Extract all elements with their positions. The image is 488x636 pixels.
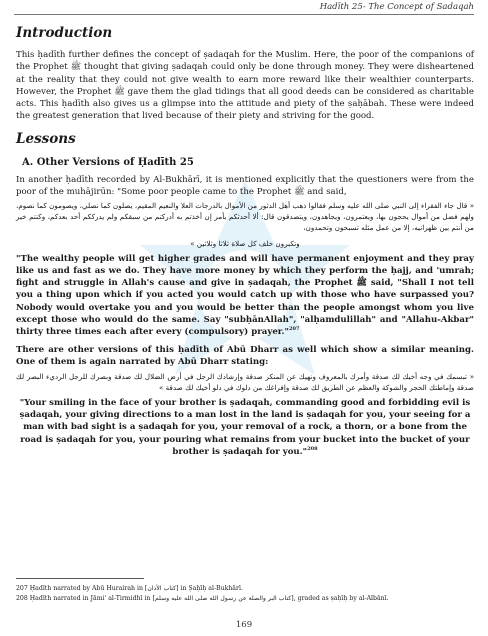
footnote-207: 207 Ḥadīth narrated by Abū Hurairah in [كتاب الأذان] in Ṣaḥīḥ al-Bukhārī. [16, 585, 243, 592]
footnote-ref-207[interactable]: 207 [289, 326, 300, 333]
quote-1 [16, 253, 474, 338]
arabic-hadith-1: « قال جاء الفقراء إلى النبي صلى الله عليه وسلم فقالوا ذهب أهل الدثور من الأموال بالدرجات العلا والنعيم المقيم، يصلون كما نصلي، ويصومون كما نصوم، ولهم فضل من أموال يحجون بها، ويعتمرون، ويجاهدون، ويتصدقون قال: ألا أحدثكم بأمر إن أخذتم به أدركتم من سبقكم ولم يدرككم أحد بعدكم، وكنتم خير من أنتم بين ظهرانيه، إلا من عمل مثله تسبحون وتحمدون، [16, 201, 474, 233]
arabic-hadith-2: « تبسمك في وجه أخيك لك صدقة وأمرك بالمعروف ونهيك عن المنكر صدقة وإرشادك الرجل في أرض الضلال لك صدقة وبصرك للرجل الرديء البصر لك صدقة وإماطتك الحجر والشوكة والعظم عن الطريق لك صدقة وإفراغك من دلوك في دلو أخيك لك صدقة » [16, 371, 474, 392]
footnote-208: 208 Ḥadīth narrated in Jāmi' al-Tirmidhī in [كتاب البر والصلة عن رسول الله صلى الله عليه وسلم], graded as ṣaḥīḥ by al-Albānī. [16, 594, 389, 602]
intro-heading: Introduction [16, 25, 113, 41]
lessons-heading: Lessons [16, 131, 76, 148]
page-body [16, 24, 474, 463]
footnotes [16, 584, 474, 603]
quote-2-text: "Your smiling in the face of your brother is ṣadaqah, commanding good and forbidding evil is ṣadaqah, your giving directions to a man lost in the land is ṣadaqah for you, your seeing for a man with bad sight is a ṣadaqah for you, your removal of a rock, a thorn, or a bone from the road is ṣadaqah for you, your pouring what remains from your bucket into the bucket of your brother is ṣadaqah for you." [19, 397, 471, 457]
header-rule [14, 14, 474, 15]
quote-2 [16, 397, 474, 458]
intro-paragraph: This ḥadīth further defines the concept of ṣadaqah for the Muslim. Here, the poor of the companions of the Prophet ﷺ thought that giving ṣadaqah could only be done through money. They were disheartened at the reality that they could not give wealth to earn more reward like their wealthier counterparts. However, the Prophet ﷺ gave them the glad tidings that all good deeds can be considered as charitable acts. This ḥadīth also gives us a glimpse into the attitude and piety of the ṣaḥābah. These were indeed the greatest generation that lived because of their piety and striving for the good. [16, 50, 475, 122]
arabic-hadith-1-end: وتكبرون خلف كل صلاة ثلاثا وثلاثين » [190, 238, 300, 248]
quote-1-text: "The wealthy people will get higher grades and will have permanent enjoyment and they pray like us and fast as we do. They have more money by which they perform the ḥajj, and 'umrah; fight and struggle in Allah's cause and give in ṣadaqah, the Prophet ﷺ said, "Shall I not tell you a thing upon which if you acted you would catch up with those who have surpassed you? Nobody would overtake you and you would be better than the people amongst whom you live except those who would do the same. Say "subḥānAllah", "alḥamdulillah" and "Allahu-Akbar" thirty three times each after every (compulsory) prayer." [16, 253, 474, 337]
page-number: 169 [235, 620, 253, 630]
lessons-paragraph-1: In another ḥadīth recorded by Al-Bukhārī, it is mentioned explicitly that the questioners were from the poor of the muhājirūn: "Some poor people came to the Prophet ﷺ and said, [16, 174, 474, 197]
footnote-rule [16, 578, 144, 579]
lessons-subheading: A. Other Versions of Ḥadīth 25 [22, 156, 194, 168]
running-header: Hadīth 25- The Concept of Sadaqah [319, 2, 474, 12]
lessons-paragraph-2: There are other versions of this ḥadīth of Abū Dharr as well which show a similar meaning. One of them is again narrated by Abū Dharr stating: [16, 345, 474, 368]
footnote-ref-208[interactable]: 208 [307, 445, 318, 452]
